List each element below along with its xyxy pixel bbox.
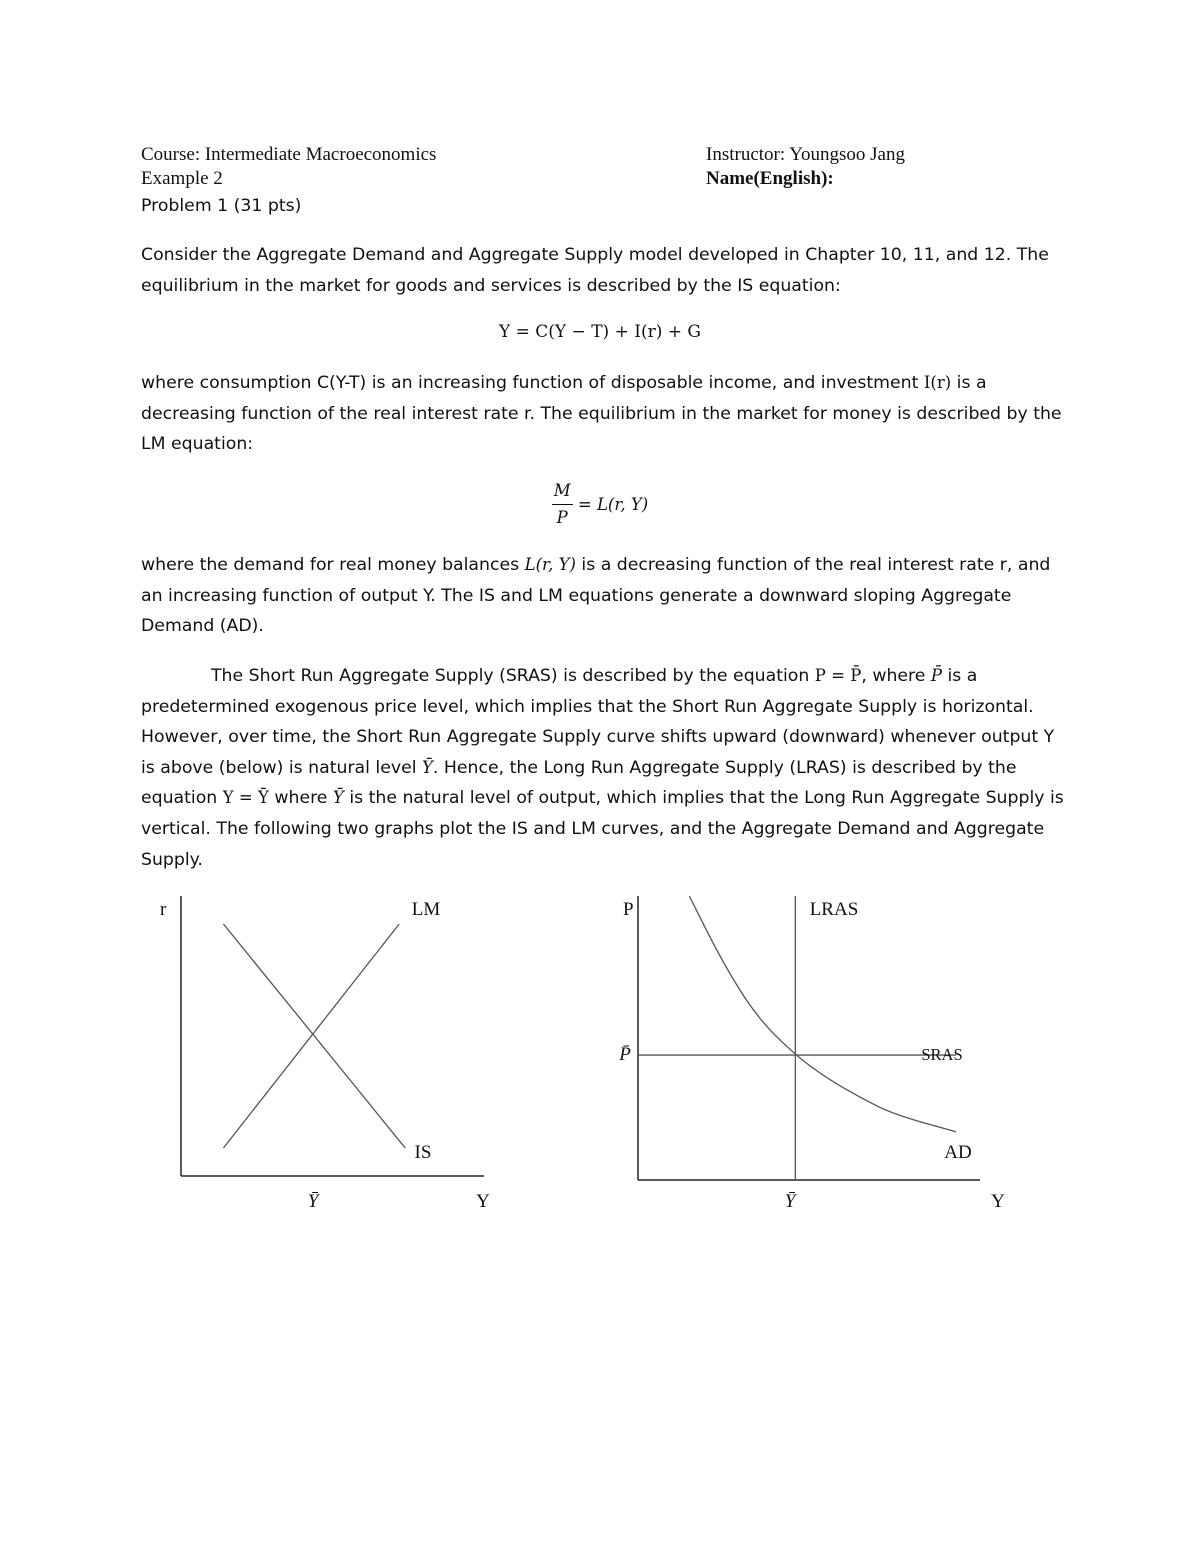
ad-label: AD	[944, 1142, 972, 1163]
lm-rhs: = L(r, Y)	[572, 495, 649, 514]
consumption-paragraph: where consumption C(Y-T) is an increasing function of disposable income, and investment I(r) is a decreasing function of the real interest rate r. The equilibrium in the market for money is described by the LM equation:	[141, 373, 1062, 455]
intro-paragraph: Consider the Aggregate Demand and Aggregate Supply model developed in Chapter 10, 11, and 12. The equilibrium in the market for goods and services is described by the IS equation:	[141, 245, 1049, 296]
is-curve	[223, 924, 405, 1148]
investment-function: I(r)	[923, 373, 952, 392]
is-label: IS	[414, 1142, 432, 1163]
natural-output-symbol-2: Ȳ	[332, 788, 344, 808]
sras-label: SRAS	[921, 1045, 963, 1064]
student-name-label: Name(English):	[706, 168, 834, 189]
price-level-symbol: P̄	[930, 666, 942, 685]
natural-output-symbol: Ȳ	[422, 757, 433, 777]
money-demand-paragraph: where the demand for real money balances L(r, Y) is a decreasing function of the real interest rate r, and an increasing function of output Y. The IS and LM equations generate a downward sloping Aggregate Demand (AD).	[141, 555, 1051, 637]
instructor-name: Instructor: Youngsoo Jang	[706, 144, 905, 165]
lras-label: LRAS	[809, 899, 859, 920]
lras-equation: Y = Ȳ	[222, 788, 269, 808]
ad-curve	[689, 896, 956, 1132]
problem-heading: Problem 1 (31 pts)	[141, 196, 302, 216]
is-equation: Y = C(Y − T) + I(r) + G	[499, 322, 701, 342]
lm-numerator: M	[552, 478, 573, 505]
x-axis-label: Y	[991, 1191, 1005, 1212]
y-tick-label: P̄	[619, 1044, 631, 1065]
lm-denominator: P	[556, 508, 568, 527]
x-tick-label: Ȳ	[784, 1191, 796, 1212]
money-demand-function: L(r, Y)	[524, 555, 576, 574]
lm-label: LM	[411, 899, 441, 920]
supply-paragraph: The Short Run Aggregate Supply (SRAS) is described by the equation P = P̄, where P̄ is a predetermined exogenous price level, which implies that the Short Run Aggregate Supply is horizontal. However, over time, the Short Run Aggregate Supply curve shifts upward (downward) whenever output Y is above (below) is natural level Ȳ. Hence, the Long Run Aggregate Supply (LRAS) is described by the equation Y = Ȳ where Ȳ is the natural level of output, which implies that the Long Run Aggregate Supply is vertical. The following two graphs plot the IS and LM curves, and the Aggregate Demand and Aggregate Supply.	[141, 666, 1064, 870]
example-number: Example 2	[141, 168, 223, 189]
lm-curve	[223, 924, 399, 1148]
y-axis-label: r	[160, 899, 167, 920]
x-tick-label: Ȳ	[307, 1191, 319, 1212]
x-axis-label: Y	[476, 1191, 490, 1212]
sras-equation: P = P̄	[814, 666, 862, 685]
y-axis-label: P	[623, 899, 634, 920]
course-title: Course: Intermediate Macroeconomics	[141, 144, 437, 165]
